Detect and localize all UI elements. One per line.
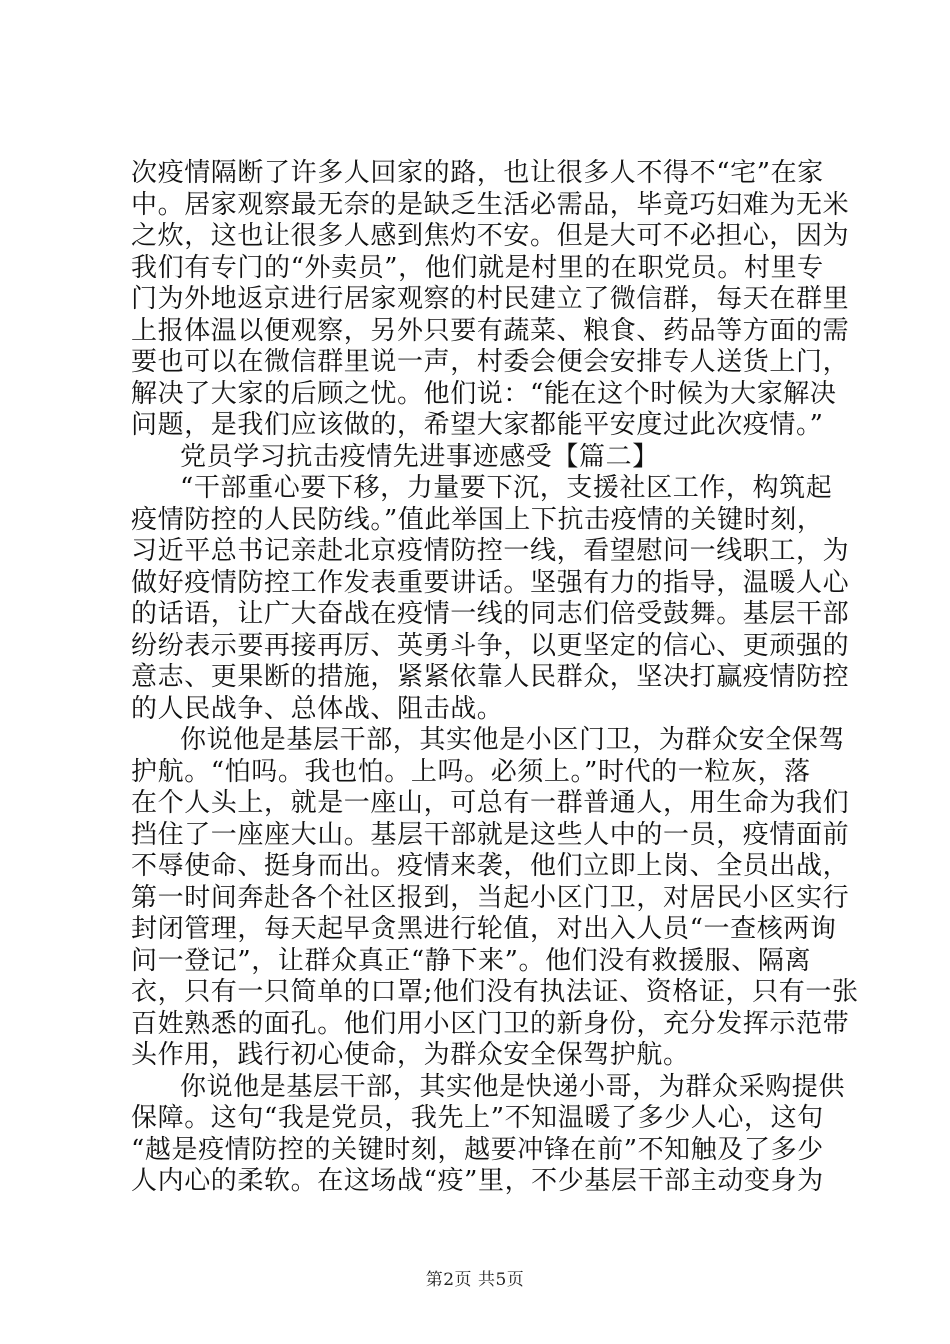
text-line: 要也可以在微信群里说一声，村委会便会安排专人送货上门，	[131, 347, 850, 377]
text-line: 纷纷表示要再接再厉、英勇斗争，以更坚定的信心、更顽强的	[131, 631, 850, 661]
text-line: 护航。“怕吗。我也怕。上吗。必须上。”时代的一粒灰，落	[131, 757, 811, 787]
text-line: 第一时间奔赴各个社区报到，当起小区门卫，对居民小区实行	[131, 883, 850, 913]
section-heading: 党员学习抗击疫情先进事迹感受【篇二】	[180, 442, 659, 472]
text-line: 次疫情隔断了许多人回家的路，也让很多人不得不“宅”在家	[131, 158, 824, 188]
page-number-footer: 第2页 共5页	[425, 1270, 525, 1290]
text-line: 头作用，践行初心使命，为群众安全保驾护航。	[131, 1040, 690, 1070]
text-line: 我们有专门的“外卖员”，他们就是村里的在职党员。村里专	[131, 253, 824, 283]
text-line: 保障。这句“我是党员，我先上”不知温暖了多少人心，这句	[131, 1103, 824, 1133]
text-line: 中。居家观察最无奈的是缺乏生活必需品，毕竟巧妇难为无米	[131, 190, 850, 220]
text-line: 上报体温以便观察，另外只要有蔬菜、粮食、药品等方面的需	[131, 316, 850, 346]
text-line: 疫情防控的人民防线。”值此举国上下抗击疫情的关键时刻，	[131, 505, 824, 535]
text-line: 你说他是基层干部，其实他是小区门卫，为群众安全保驾	[180, 725, 846, 755]
text-line: 做好疫情防控工作发表重要讲话。坚强有力的指导，温暖人心	[131, 568, 850, 598]
text-line: 解决了大家的后顾之忧。他们说：“能在这个时候为大家解决	[131, 379, 837, 409]
text-line: 封闭管理，每天起早贪黑进行轮值，对出入人员“一查核两询	[131, 914, 837, 944]
text-line: 挡住了一座座大山。基层干部就是这些人中的一员，疫情面前	[131, 820, 850, 850]
text-line: 之炊，这也让很多人感到焦灼不安。但是大可不必担心，因为	[131, 221, 850, 251]
text-line: 的人民战争、总体战、阻击战。	[131, 694, 504, 724]
text-line: 衣，只有一只简单的口罩;他们没有执法证、资格证，只有一张	[131, 977, 859, 1007]
text-line: 人内心的柔软。在这场战“疫”里，不少基层干部主动变身为	[131, 1166, 824, 1196]
text-line: 习近平总书记亲赴北京疫情防控一线，看望慰问一线职工，为	[131, 536, 850, 566]
text-line: 不辱使命、挺身而出。疫情来袭，他们立即上岗、全员出战，	[131, 851, 850, 881]
text-line: 问一登记”，让群众真正“静下来”。他们没有救援服、隔离	[131, 946, 812, 976]
text-line: 意志、更果断的措施，紧紧依靠人民群众，坚决打赢疫情防控	[131, 662, 850, 692]
text-line: 门为外地返京进行居家观察的村民建立了微信群，每天在群里	[131, 284, 850, 314]
text-line: “干部重心要下移，力量要下沉，支援社区工作，构筑起	[180, 473, 833, 503]
text-line: 在个人头上，就是一座山，可总有一群普通人，用生命为我们	[131, 788, 850, 818]
text-line: “越是疫情防控的关键时刻，越要冲锋在前”不知触及了多少	[131, 1135, 824, 1165]
text-line: 的话语，让广大奋战在疫情一线的同志们倍受鼓舞。基层干部	[131, 599, 850, 629]
text-line: 你说他是基层干部，其实他是快递小哥，为群众采购提供	[180, 1072, 846, 1102]
text-line: 百姓熟悉的面孔。他们用小区门卫的新身份，充分发挥示范带	[131, 1009, 850, 1039]
text-line: 问题，是我们应该做的，希望大家都能平安度过此次疫情。”	[131, 410, 824, 440]
